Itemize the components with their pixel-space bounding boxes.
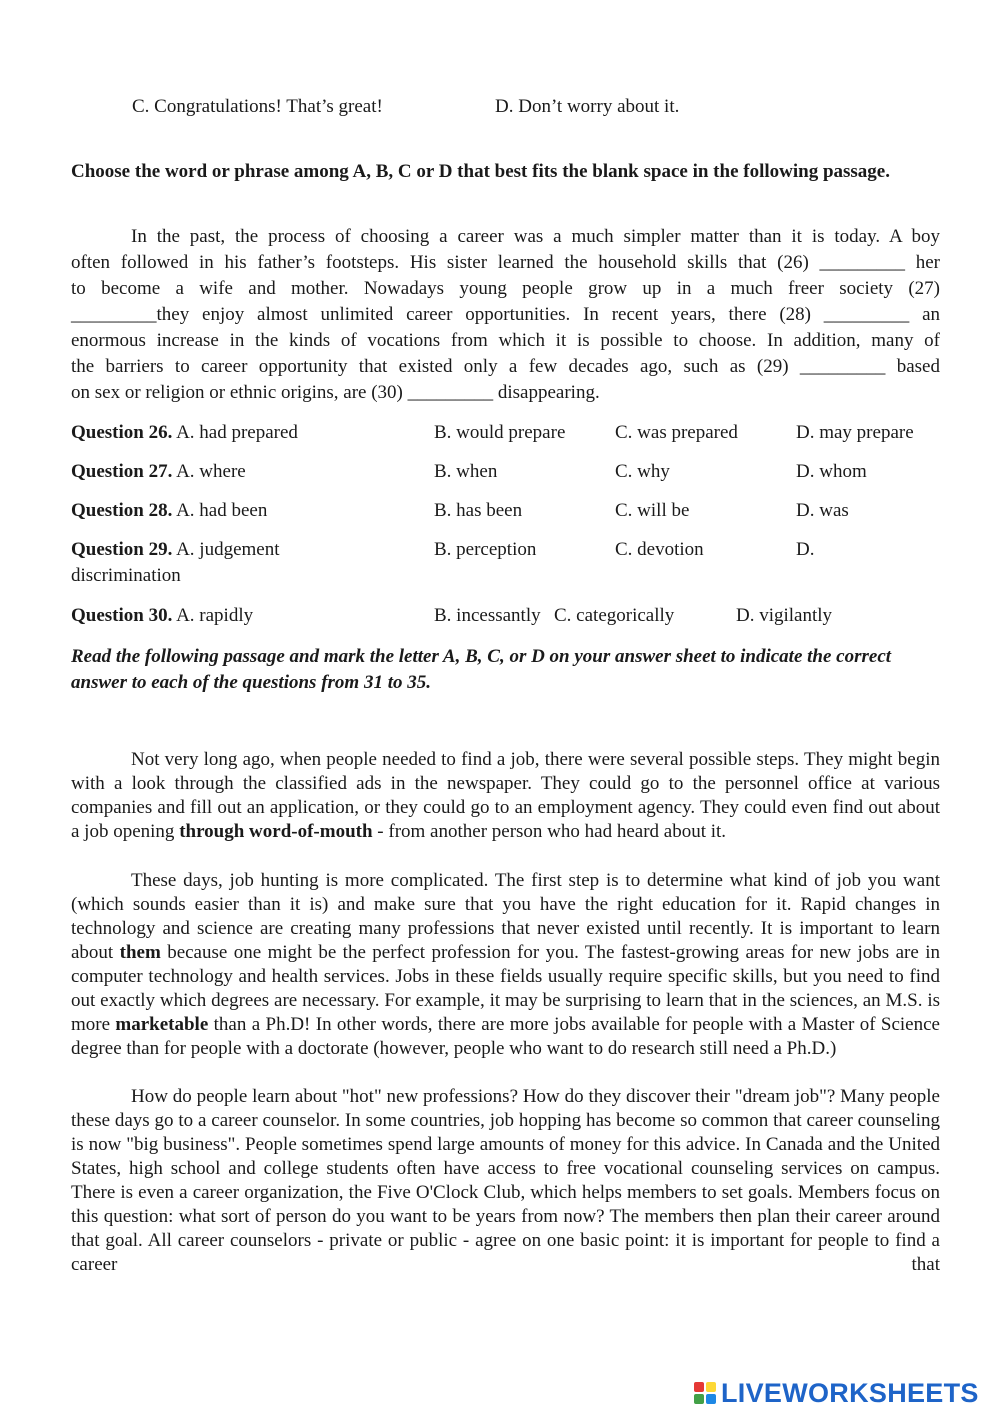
reading-instruction: Read the following passage and mark the letter A, B, C, or D on your answer sheet to indicate the correct answer to each of the questions from 31 to 35.	[71, 646, 892, 693]
reading-paragraph-1	[71, 748, 940, 844]
question-30-option-d[interactable]: D. vigilantly	[736, 605, 833, 626]
paragraph-text: because one might be the perfect profession for you. The fastest-growing areas for new jobs are in computer technology and health services. Jobs in these fields usually require specific skills, but you need to find out exactly which degrees are necessary. For example, it may be surprising to learn that in the sciences, an M.S. is more	[71, 942, 940, 1035]
question-26-option-d[interactable]: D. may prepare	[796, 422, 914, 443]
question-29-option-b[interactable]: B. perception	[434, 539, 537, 560]
paragraph-text: These days, job hunting is more complicated. The first step is to determine what kind of job you want (which sounds easier than it is) and make sure that you have the right education for it. Rapid changes in technology and science are creating many professions that never existed until recently. It is important to learn about	[71, 870, 940, 963]
question-29-row	[71, 537, 280, 563]
question-29-option-d[interactable]: D.	[796, 539, 815, 560]
question-26-label: Question 26.	[71, 422, 173, 443]
question-30-label: Question 30.	[71, 605, 173, 626]
question-26-option-a[interactable]: A. had prepared	[176, 422, 298, 443]
prev-option-d: D. Don’t worry about it.	[495, 96, 680, 117]
question-29-option-c[interactable]: C. devotion	[615, 539, 704, 560]
question-28-option-b[interactable]: B. has been	[434, 500, 523, 521]
reading-paragraph-3: How do people learn about "hot" new professions? How do they discover their "dream job"? Many people these days go to a career counselor. In some countries, job hopping has become so common that career counseling is now "big business". People sometimes spend large amounts of money for this advice. In Canada and the United States, high school and college students often have access to free vocational counseling services on campus. There is even a career organization, the Five O'Clock Club, which helps members to set goals. Members focus on this question: what sort of person do you want to be years from now? The members then plan their career around that goal. All career counselors - private or public - agree on one basic point: it is important for people to find a career that	[71, 1086, 940, 1275]
question-27-option-c[interactable]: C. why	[615, 461, 670, 482]
reading-paragraph-2	[71, 869, 940, 1061]
paragraph-text: than a Ph.D! In other words, there are more jobs available for people with a Master of Science degree than for people with a doctorate (however, people who want to do research still need a Ph.D.)	[71, 1014, 940, 1059]
question-26-row	[71, 420, 298, 446]
question-26-option-b[interactable]: B. would prepare	[434, 422, 566, 443]
question-30-option-a[interactable]: A. rapidly	[176, 605, 254, 626]
question-27-row	[71, 459, 246, 485]
liveworksheets-logo-icon	[694, 1382, 716, 1404]
question-28-row	[71, 498, 267, 524]
vocabulary-word: marketable	[115, 1014, 209, 1035]
paragraph-text: Not very long ago, when people needed to find a job, there were several possible steps. They might begin with a look through the classified ads in the newspaper. They could go to the personnel office at various companies and fill out an application, or they could go to an employment agency. They could even find out about a job opening	[71, 749, 940, 842]
question-27-label: Question 27.	[71, 461, 173, 482]
prev-option-c: C. Congratulations! That’s great!	[132, 96, 383, 117]
cloze-instruction: Choose the word or phrase among A, B, C or D that best fits the blank space in the following passage.	[71, 161, 890, 182]
cloze-line: to become a wife and mother. Nowadays young people grow up in a much freer society (27)	[71, 278, 940, 299]
cloze-line: on sex or religion or ethnic origins, are (30) _________ disappearing.	[71, 382, 600, 403]
question-28-label: Question 28.	[71, 500, 173, 521]
question-28-option-a[interactable]: A. had been	[176, 500, 268, 521]
paragraph-text: - from another person who had heard about it.	[372, 821, 727, 842]
liveworksheets-logo-text: LIVEWORKSHEETS	[721, 1377, 979, 1408]
question-28-option-c[interactable]: C. will be	[615, 500, 690, 521]
cloze-line: _________they enjoy almost unlimited career opportunities. In recent years, there (28) _________ an	[71, 304, 940, 325]
cloze-line: the barriers to career opportunity that existed only a few decades ago, such as (29) _________ based	[71, 356, 940, 377]
underlined-phrase: through word-of-mouth	[179, 821, 373, 842]
question-27-option-a[interactable]: A. where	[176, 461, 246, 482]
cloze-line: often followed in his father’s footsteps. His sister learned the household skills that (26) _________ her	[71, 252, 940, 273]
question-30-option-c[interactable]: C. categorically	[554, 605, 675, 626]
question-29-label: Question 29.	[71, 539, 173, 560]
question-26-option-c[interactable]: C. was prepared	[615, 422, 738, 443]
question-27-option-d[interactable]: D. whom	[796, 461, 867, 482]
question-30-option-b[interactable]: B. incessantly	[434, 605, 541, 626]
question-30-row	[71, 603, 253, 629]
cloze-passage	[71, 224, 940, 406]
question-27-option-b[interactable]: B. when	[434, 461, 498, 482]
referent-word: them	[119, 942, 161, 963]
question-29-option-d-wrap[interactable]: discrimination	[71, 565, 181, 586]
question-28-option-d[interactable]: D. was	[796, 500, 849, 521]
cloze-line: enormous increase in the kinds of vocations from which it is possible to choose. In addition, many of	[71, 330, 940, 351]
cloze-line: In the past, the process of choosing a career was a much simpler matter than it is today. A boy	[131, 226, 940, 247]
question-29-option-a[interactable]: A. judgement	[176, 539, 280, 560]
liveworksheets-logo	[694, 1378, 979, 1408]
